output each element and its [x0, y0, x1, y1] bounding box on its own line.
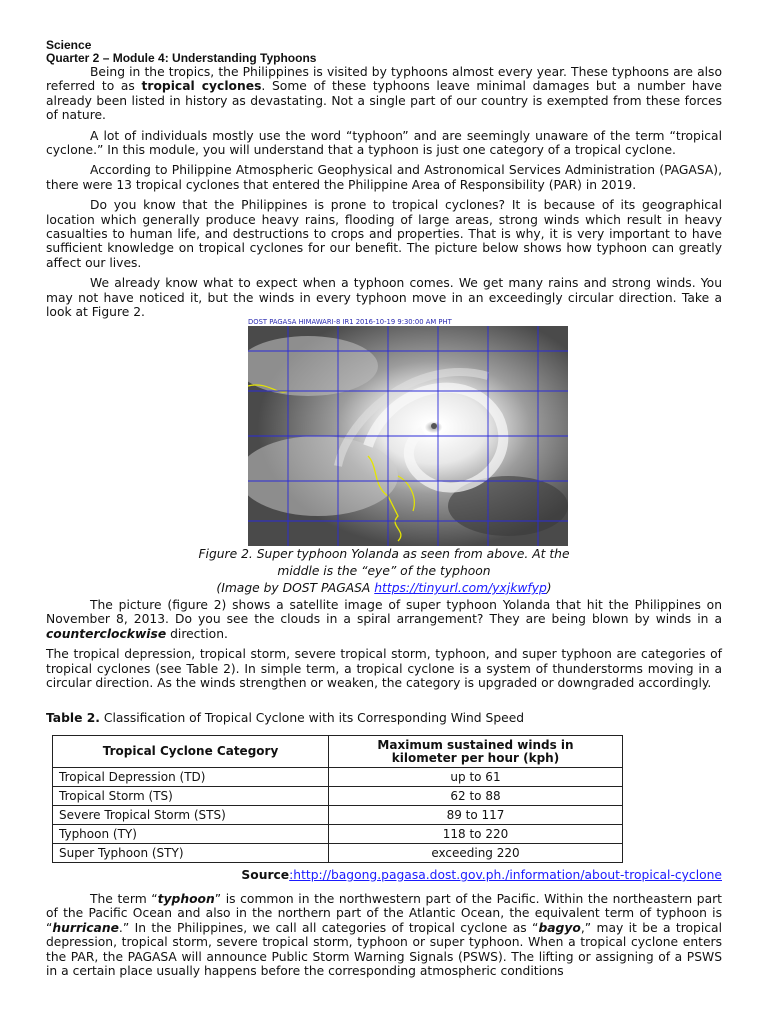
intro-section: [46, 65, 722, 320]
paragraph-7: The tropical depression, tropical storm, severe tropical storm, typhoon, and super typhoon are categories of tropical cyclones (see Table 2). In simple term, a tropical cyclone is a system of thunderstorms moving in a circular direction. As the winds strengthen or weaken, the category is upgraded or downgraded accordingly.: [46, 647, 722, 691]
caption-credit: [46, 580, 722, 597]
satellite-figure: [248, 318, 568, 546]
table-row: [53, 806, 623, 825]
credit-suffix: ): [546, 581, 552, 595]
caption-line-2: middle is the “eye” of the typhoon: [277, 564, 491, 578]
category-cell: Tropical Storm (TS): [53, 787, 329, 806]
header-category: Tropical Cyclone Category: [53, 736, 329, 768]
source-link[interactable]: :http://bagong.pagasa.dost.gov.ph./information/about-tropical-cyclone: [289, 868, 722, 882]
subject-heading: [46, 39, 722, 65]
figure-banner: DOST PAGASA HIMAWARI-8 IR1 2016-10-19 9:30:00 AM PHT: [248, 318, 474, 326]
header-winds-line-1: Maximum sustained winds in: [377, 737, 574, 752]
module-title: Quarter 2 – Module 4: Understanding Typhoons: [46, 51, 317, 65]
table-row: [53, 844, 623, 863]
paragraph-2: A lot of individuals mostly use the word “typhoon” and are seemingly unaware of the term “tropical cyclone.” In this module, you will understand that a typhoon is just one category of a tropical cyclone.: [46, 128, 722, 158]
category-cell: Tropical Depression (TD): [53, 768, 329, 787]
paragraph-8: [46, 892, 722, 978]
table-label: Table 2.: [46, 711, 100, 725]
image-source-link[interactable]: https://tinyurl.com/yxjkwfyp: [374, 581, 547, 595]
table-source: [241, 868, 722, 882]
subject-label: Science: [46, 38, 92, 52]
table-row: [53, 825, 623, 844]
p1-bold-term: tropical cyclones: [141, 79, 262, 94]
p1-text: Being in the tropics, the Philippines is visited by typhoons almost every year. These typhoons are also referred to as: [46, 65, 722, 94]
closing-section: [46, 892, 722, 978]
paragraph-5: We already know what to expect when a typhoon comes. We get many rains and strong winds. You may not have noticed it, but the winds in every typhoon move in an exceedingly circular direction. Take a look at Figure 2.: [46, 276, 722, 320]
table-title-text: Classification of Tropical Cyclone with its Corresponding Wind Speed: [99, 711, 525, 725]
paragraph-3: According to Philippine Atmospheric Geophysical and Astronomical Services Administration (PAGASA), there were 13 tropical cyclones that entered the Philippine Area of Responsibility (PAR) in 2019.: [46, 163, 722, 192]
category-cell: Severe Tropical Storm (STS): [53, 806, 329, 825]
p6-text: The picture (figure 2) shows a satellite image of super typhoon Yolanda that hit the Philippines on November 8, 2013. Do you see the clouds in a spiral arrangement? They are being blown by winds in a: [46, 598, 722, 627]
table-title: [46, 711, 722, 725]
figure-caption: [46, 546, 722, 597]
p8-text-2: ” is common in the northwestern part of the Pacific. Within the northeastern part of the Pacific Ocean and also in the northern part of the Atlantic Ocean, the equivalent term of typhoon is “: [46, 892, 722, 935]
winds-cell: 62 to 88: [329, 787, 623, 806]
p8-text-1: The term “: [90, 892, 158, 906]
source-label: Source: [241, 868, 290, 882]
caption-line-1: Figure 2. Super typhoon Yolanda as seen from above. At the: [198, 547, 570, 561]
p6-emphasis: counterclockwise: [46, 626, 167, 641]
after-figure-section: [46, 598, 722, 690]
paragraph-1: [46, 65, 722, 123]
winds-cell: exceeding 220: [329, 844, 623, 863]
table-row: [53, 787, 623, 806]
paragraph-6: [46, 598, 722, 641]
p1-text-end: . Some of these typhoons leave minimal damages but a number have already been listed in history as devastating. Not a single part of our country is exempted from these forces of nature.: [46, 79, 722, 123]
p6-text-end: direction.: [166, 626, 228, 641]
table-header-row: [53, 736, 623, 768]
paragraph-4: Do you know that the Philippines is prone to tropical cyclones? It is because of its geographical location which generally produce heavy rains, flooding of large areas, strong winds which result in heavy casualties to human life, and destructions to crops and properties. That is why, it is very important to have sufficient knowledge on tropical cyclones for our benefit. The picture below shows how typhoon can greatly affect our lives.: [46, 198, 722, 270]
header-winds-line-2: kilometer per hour (kph): [391, 750, 560, 765]
header-winds: [329, 736, 623, 768]
credit-prefix: (Image by DOST PAGASA: [216, 581, 375, 595]
winds-cell: 118 to 220: [329, 825, 623, 844]
winds-cell: up to 61: [329, 768, 623, 787]
p8-text-4: ,” may it be a tropical depression, tropical storm, severe tropical storm, typhoon or super typhoon. When a tropical cyclone enters the PAR, the PAGASA will announce Public Storm Warning Signals (PSWS). The lifting or assigning of a PSWS in a certain place usually happens before the corresponding atmospheric conditions: [46, 920, 722, 979]
table-row: [53, 768, 623, 787]
term-hurricane: hurricane: [52, 920, 119, 935]
p8-text-3: .” In the Philippines, we call all categories of tropical cyclone as “: [118, 920, 539, 935]
winds-cell: 89 to 117: [329, 806, 623, 825]
satellite-image: [248, 326, 568, 546]
category-cell: Typhoon (TY): [53, 825, 329, 844]
term-bagyo: bagyo: [538, 920, 581, 935]
category-cell: Super Typhoon (STY): [53, 844, 329, 863]
term-typhoon: typhoon: [157, 892, 215, 906]
classification-table: [52, 735, 623, 863]
